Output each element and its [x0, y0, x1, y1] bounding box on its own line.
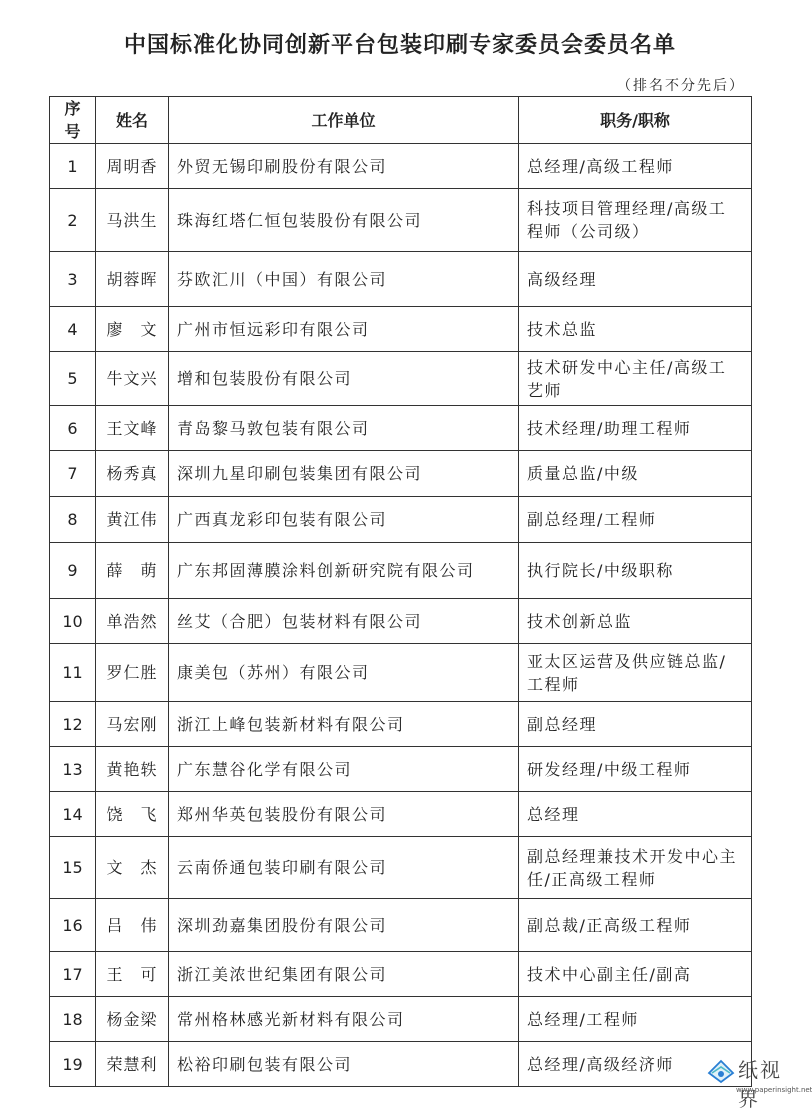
- member-name: 杨秀真: [96, 451, 169, 497]
- watermark-url: www.paperinsight.net: [736, 1086, 812, 1094]
- member-organization: 松裕印刷包装有限公司: [169, 1042, 519, 1087]
- member-name: 黄艳轶: [96, 747, 169, 792]
- row-number: 10: [50, 599, 96, 644]
- watermark: [700, 1052, 812, 1111]
- row-number: 7: [50, 451, 96, 497]
- member-position: 技术创新总监: [519, 599, 752, 644]
- table-row: [50, 599, 752, 644]
- table-row: [50, 837, 752, 899]
- member-position: 技术中心副主任/副高: [519, 952, 752, 997]
- member-position: 总经理/高级经济师: [519, 1042, 752, 1087]
- member-position: 执行院长/中级职称: [519, 543, 752, 599]
- member-organization: 浙江上峰包装新材料有限公司: [169, 702, 519, 747]
- member-organization: 常州格林感光新材料有限公司: [169, 997, 519, 1042]
- member-name: 马洪生: [96, 189, 169, 252]
- row-number: 3: [50, 252, 96, 307]
- table-row: [50, 352, 752, 406]
- member-organization: 外贸无锡印刷股份有限公司: [169, 144, 519, 189]
- row-number: 14: [50, 792, 96, 837]
- header-organization: 工作单位: [169, 97, 519, 144]
- member-organization: 深圳劲嘉集团股份有限公司: [169, 899, 519, 952]
- member-position: 总经理: [519, 792, 752, 837]
- member-name: 饶 飞: [96, 792, 169, 837]
- member-position: 质量总监/中级: [519, 451, 752, 497]
- table-row: [50, 997, 752, 1042]
- member-position: 研发经理/中级工程师: [519, 747, 752, 792]
- member-organization: 青岛黎马敦包装有限公司: [169, 406, 519, 451]
- member-position: 总经理/高级工程师: [519, 144, 752, 189]
- page-title: 中国标准化协同创新平台包装印刷专家委员会委员名单: [123, 33, 676, 58]
- table-row: [50, 406, 752, 451]
- member-position: 副总经理/工程师: [519, 497, 752, 543]
- header-name: 姓名: [96, 97, 169, 144]
- table-header-row: [50, 97, 752, 144]
- member-position: 技术研发中心主任/高级工艺师: [519, 352, 752, 406]
- row-number: 13: [50, 747, 96, 792]
- row-number: 4: [50, 307, 96, 352]
- row-number: 8: [50, 497, 96, 543]
- row-number: 16: [50, 899, 96, 952]
- member-organization: 广东慧谷化学有限公司: [169, 747, 519, 792]
- row-number: 19: [50, 1042, 96, 1087]
- table-row: [50, 702, 752, 747]
- table-row: [50, 189, 752, 252]
- row-number: 15: [50, 837, 96, 899]
- member-organization: 广州市恒远彩印有限公司: [169, 307, 519, 352]
- row-number: 2: [50, 189, 96, 252]
- member-name: 单浩然: [96, 599, 169, 644]
- member-position: 高级经理: [519, 252, 752, 307]
- member-organization: 浙江美浓世纪集团有限公司: [169, 952, 519, 997]
- member-name: 罗仁胜: [96, 644, 169, 702]
- table-row: [50, 747, 752, 792]
- member-name: 吕 伟: [96, 899, 169, 952]
- row-number: 1: [50, 144, 96, 189]
- member-name: 荣慧利: [96, 1042, 169, 1087]
- header-position: 职务/职称: [519, 97, 752, 144]
- member-name: 廖 文: [96, 307, 169, 352]
- member-organization: 康美包（苏州）有限公司: [169, 644, 519, 702]
- paper-boat-logo-icon: [706, 1056, 736, 1086]
- member-position: 副总经理兼技术开发中心主任/正高级工程师: [519, 837, 752, 899]
- row-number: 17: [50, 952, 96, 997]
- member-name: 胡蓉晖: [96, 252, 169, 307]
- watermark-text: 纸视界: [738, 1058, 782, 1111]
- member-position: 副总经理: [519, 702, 752, 747]
- table-row: [50, 252, 752, 307]
- member-position: 技术总监: [519, 307, 752, 352]
- table-row: [50, 451, 752, 497]
- table-row: [50, 792, 752, 837]
- table-row: [50, 497, 752, 543]
- ranking-note: （排名不分先后）: [617, 78, 745, 94]
- member-position: 科技项目管理经理/高级工程师（公司级）: [519, 189, 752, 252]
- member-name: 黄江伟: [96, 497, 169, 543]
- row-number: 18: [50, 997, 96, 1042]
- member-position: 副总裁/正高级工程师: [519, 899, 752, 952]
- member-name: 牛文兴: [96, 352, 169, 406]
- member-organization: 增和包装股份有限公司: [169, 352, 519, 406]
- table-row: [50, 144, 752, 189]
- member-organization: 丝艾（合肥）包装材料有限公司: [169, 599, 519, 644]
- row-number: 6: [50, 406, 96, 451]
- row-number: 12: [50, 702, 96, 747]
- member-organization: 郑州华英包装股份有限公司: [169, 792, 519, 837]
- member-table: [49, 96, 752, 1087]
- member-name: 王 可: [96, 952, 169, 997]
- member-position: 技术经理/助理工程师: [519, 406, 752, 451]
- member-organization: 芬欧汇川（中国）有限公司: [169, 252, 519, 307]
- member-name: 马宏刚: [96, 702, 169, 747]
- table-row: [50, 644, 752, 702]
- member-name: 薛 萌: [96, 543, 169, 599]
- member-name: 文 杰: [96, 837, 169, 899]
- member-organization: 广西真龙彩印包装有限公司: [169, 497, 519, 543]
- member-organization: 云南侨通包装印刷有限公司: [169, 837, 519, 899]
- member-organization: 珠海红塔仁恒包装股份有限公司: [169, 189, 519, 252]
- table-row: [50, 952, 752, 997]
- member-organization: 深圳九星印刷包装集团有限公司: [169, 451, 519, 497]
- row-number: 5: [50, 352, 96, 406]
- table-row: [50, 543, 752, 599]
- table-row: [50, 307, 752, 352]
- header-number: 序号: [50, 97, 96, 144]
- member-name: 杨金梁: [96, 997, 169, 1042]
- member-position: 总经理/工程师: [519, 997, 752, 1042]
- member-organization: 广东邦固薄膜涂料创新研究院有限公司: [169, 543, 519, 599]
- row-number: 11: [50, 644, 96, 702]
- row-number: 9: [50, 543, 96, 599]
- member-name: 周明香: [96, 144, 169, 189]
- member-name: 王文峰: [96, 406, 169, 451]
- table-row: [50, 1042, 752, 1087]
- table-row: [50, 899, 752, 952]
- member-position: 亚太区运营及供应链总监/工程师: [519, 644, 752, 702]
